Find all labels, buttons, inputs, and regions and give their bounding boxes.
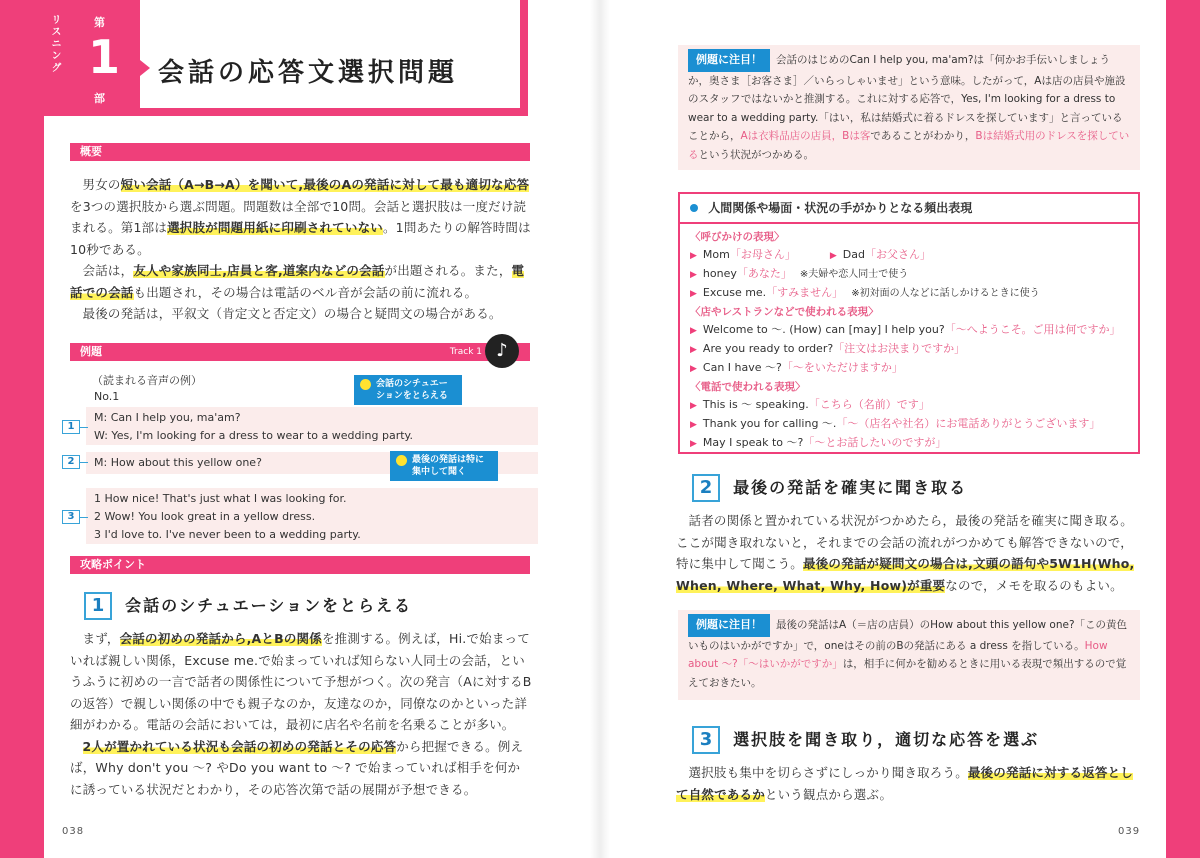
- gutter: [590, 0, 610, 858]
- text-run: を推測する。例えば，Hi.で始まっていれば親しい関係，Excuse me.で始まっていれば知らない人同士の会話，というふうに初めの一言で話者の関係性について予想がつく。次の発言（Aに対するBの返答）で親しい関係の中でも親子なのか，友達なのか，同僚なのかといった詳細がわかる。電話の会話においては，最初に店名や名前を名乗ることが多い。: [70, 631, 532, 732]
- choice-3: 3 I'd love to. I've never been to a wedding party.: [94, 528, 361, 541]
- bullet-icon: [690, 204, 698, 212]
- text-run: 男女の: [82, 177, 121, 192]
- right-edge-bar: [1166, 0, 1200, 858]
- sec3-body: [676, 762, 1142, 805]
- triangle-icon: ▶: [829, 251, 837, 261]
- text-run: まず，: [82, 631, 120, 646]
- example-number: No.1: [94, 390, 120, 403]
- text-run: 会話は，: [82, 263, 134, 278]
- text-run: も出題され，その場合は電話のベル音が会話の前に流れる。: [133, 284, 478, 300]
- text-run: 選択肢も集中を切らさずにしっかり聞き取ろう。: [688, 765, 968, 780]
- example-intro: （読まれる音声の例）: [92, 374, 202, 387]
- choice-2: 2 Wow! You look great in a yellow dress.: [94, 510, 316, 523]
- phrase-box: [678, 192, 1140, 454]
- bracket-2-line: [80, 462, 88, 463]
- text-run: 最後の発話はA（＝店の店員）のHow about this yellow one?「この黄色いものはいかがですか」で，oneはその前のBの発話にある a dress を指している。: [688, 619, 1128, 652]
- text-run: 2人が置かれている状況も会話の初めの発話とその応答: [82, 738, 397, 754]
- title-arrow-icon: [140, 60, 150, 76]
- sec1-heading: [84, 592, 412, 620]
- triangle-icon: ▶: [690, 401, 697, 411]
- triangle-icon: ▶: [690, 420, 697, 430]
- left-edge-bar: [0, 0, 44, 858]
- callout-situation: 会話のシチュエー ションをとらえる: [354, 375, 462, 405]
- phrase-category-2: 〈店やレストランなどで使われる表現〉: [690, 306, 879, 318]
- phrase-item-have: ▶ Can I have 〜?「〜をいただけますか」: [690, 361, 903, 374]
- sec1-number: 1: [84, 592, 112, 620]
- sec2-heading: [692, 474, 967, 502]
- text-run: 最後の発話に対する返答として自然であるか: [676, 765, 1134, 802]
- phrase-item-thank: ▶ Thank you for calling 〜.「〜（店名や社名）にお電話ありがとうございます」: [690, 417, 1101, 430]
- phrase-box-header: [680, 194, 1138, 224]
- phrase-category-3: 〈電話で使われる表現〉: [690, 381, 806, 393]
- callout-last-utterance: 最後の発話は特に 集中して聞く: [390, 451, 498, 481]
- sec1-body: [70, 628, 532, 800]
- sec2-paragraph: [676, 510, 1142, 596]
- sec3-number: 3: [692, 726, 720, 754]
- track-label: Track 1: [449, 347, 482, 357]
- overview-paragraph-1: [70, 174, 532, 260]
- triangle-icon: ▶: [690, 439, 697, 449]
- audio-track-icon[interactable]: ♪: [485, 334, 519, 368]
- phrase-item-mom-dad: ▶ Mom「お母さん」 ▶ Dad「お父さん」: [690, 248, 931, 261]
- part-label-top: 第: [94, 16, 105, 29]
- overview-paragraph-2: [70, 260, 532, 303]
- text-run: 友人や家族同士,店員と客,道案内などの会話: [133, 263, 385, 278]
- phrase-item-honey: ▶ honey「あなた」 ※夫婦や恋人同士で使う: [690, 267, 909, 280]
- phrase-item-may: ▶ May I speak to 〜?「〜とお話したいのですが」: [690, 436, 947, 449]
- text-run: 電話での会話: [70, 263, 525, 300]
- page-title: 会話の応答文選択問題: [158, 58, 459, 88]
- text-run: 短い会話（A→B→A）を聞いて,最後のAの発話に対して最も適切な応答: [120, 177, 530, 192]
- triangle-icon: ▶: [690, 326, 697, 336]
- text-run: が出題される。また，: [384, 263, 512, 278]
- part-label-bottom: 部: [94, 92, 105, 105]
- text-run: という状況がつかめる。: [698, 148, 814, 161]
- note-box-1: [678, 45, 1140, 170]
- text-run: 会話のはじめのCan I help you, ma'am?は「何かお手伝いしましょうか，奥さま［お客さま］／いらっしゃいませ」という意味。したがって，Aは店の店員や施設のスタッフではないかと推測する。これに対する応答で，Yes, I'm looking for a dress to wear to a wedding party.「はい，私は結婚式に着るドレスを探しています」と言っていることから，: [688, 54, 1126, 142]
- sec3-title: 選択肢を聞き取り，適切な応答を選ぶ: [733, 730, 1040, 749]
- bracket-3-line: [80, 517, 88, 518]
- text-run: から把握できる。例えば，Why don't you 〜? やDo you want to 〜? で始まっていれば相手を何かに誘っている状況だとわかり，その応答次第で話の展開が予想できる。: [70, 738, 524, 797]
- text-run: 会話の初めの発話から,AとBの関係: [119, 631, 322, 646]
- text-run: を3つの選択肢から選ぶ問題。問題数は全部で10問。会話と選択肢は一度だけ読まれる。第1部は: [70, 198, 527, 235]
- sec3-heading: [692, 726, 1039, 754]
- phrase-category-1: 〈呼びかけの表現〉: [690, 231, 785, 243]
- triangle-icon: ▶: [690, 251, 697, 261]
- lightbulb-icon: [396, 455, 407, 466]
- overview-body: [70, 174, 532, 325]
- note-box-2: [678, 610, 1140, 700]
- text-run: Aは衣料品店の店員，Bは客: [740, 130, 871, 142]
- note-2-label: 例題に注目！: [688, 614, 770, 637]
- phrase-item-this-is: ▶ This is 〜 speaking.「こちら（名前）です」: [690, 398, 930, 411]
- triangle-icon: ▶: [690, 345, 697, 355]
- side-label: リスニング: [49, 14, 60, 74]
- bracket-2: 2: [62, 455, 80, 469]
- phrase-list: [680, 224, 1138, 457]
- overview-paragraph-3: 最後の発話は，平叙文（肯定文と否定文）の場合と疑問文の場合がある。: [82, 306, 502, 321]
- overview-label: 概要: [70, 143, 530, 161]
- text-run: Bは結婚式用のドレスを探している: [688, 130, 1130, 161]
- sec2-title: 最後の発話を確実に聞き取る: [733, 478, 968, 497]
- choice-1: 1 How nice! That's just what I was looking for.: [94, 492, 347, 505]
- example-label-text: 例題: [80, 345, 102, 358]
- text-run: How about 〜?「〜はいかがですか」: [688, 639, 1108, 670]
- dialogue-block-1: [86, 407, 538, 445]
- bracket-1-line: [80, 427, 88, 428]
- text-run: という観点から選ぶ。: [764, 786, 893, 802]
- dialogue-line-1a: M: Can I help you, ma'am?: [94, 411, 241, 424]
- text-run: 。1問あたりの解答時間は10秒である。: [70, 220, 531, 257]
- phrase-box-title: 人間関係や場面・状況の手がかりとなる頻出表現: [708, 201, 973, 215]
- dialogue-line-2: M: How about this yellow one?: [94, 456, 262, 469]
- sec1-paragraph-1: [70, 628, 532, 736]
- phrase-item-ready: ▶ Are you ready to order?「注文はお決まりですか」: [690, 342, 966, 355]
- text-run: なので，メモを取るのもよい。: [945, 577, 1123, 593]
- triangle-icon: ▶: [690, 364, 697, 374]
- sec2-number: 2: [692, 474, 720, 502]
- sec3-paragraph: [676, 762, 1142, 805]
- text-run: 最後の発話が疑問文の場合は,文頭の語句や5W1H(Who, When, Where, What, Why, How)が重要: [676, 556, 1135, 593]
- phrase-item-excuse: ▶ Excuse me.「すみません」 ※初対面の人などに話しかけるときに使う: [690, 286, 1040, 299]
- page-number-right: 039: [1118, 826, 1141, 837]
- triangle-icon: ▶: [690, 289, 697, 299]
- part-number: 1: [88, 30, 121, 84]
- strategy-label: 攻略ポイント: [70, 556, 530, 574]
- triangle-icon: ▶: [690, 270, 697, 280]
- bracket-3: 3: [62, 510, 80, 524]
- lightbulb-icon: [360, 379, 371, 390]
- text-run: 選択肢が問題用紙に印刷されていない: [167, 220, 383, 235]
- page-number-left: 038: [62, 826, 85, 837]
- sec1-paragraph-2: [70, 736, 532, 801]
- note-1-label: 例題に注目！: [688, 49, 770, 72]
- text-run: は，相手に何かを勧めるときに用いる表現で頻出するので覚えておきたい。: [688, 658, 1127, 689]
- sec1-title: 会話のシチュエーションをとらえる: [125, 596, 412, 615]
- phrase-item-welcome: ▶ Welcome to 〜. (How) can [may] I help you?「〜へようこそ。ご用は何ですか」: [690, 323, 1121, 336]
- bracket-1: 1: [62, 420, 80, 434]
- example-label: [70, 343, 530, 361]
- choices-block: [86, 488, 538, 544]
- sec2-body: [676, 510, 1142, 596]
- dialogue-line-1b: W: Yes, I'm looking for a dress to wear to a wedding party.: [94, 429, 413, 442]
- text-run: 話者の関係と置かれている状況がつかめたら，最後の発話を確実に聞き取る。ここが聞き取れないと，それまでの会話の流れがつかめても解答できないので，特に集中して聞こう。: [676, 513, 1134, 571]
- text-run: であることがわかり，: [870, 130, 976, 142]
